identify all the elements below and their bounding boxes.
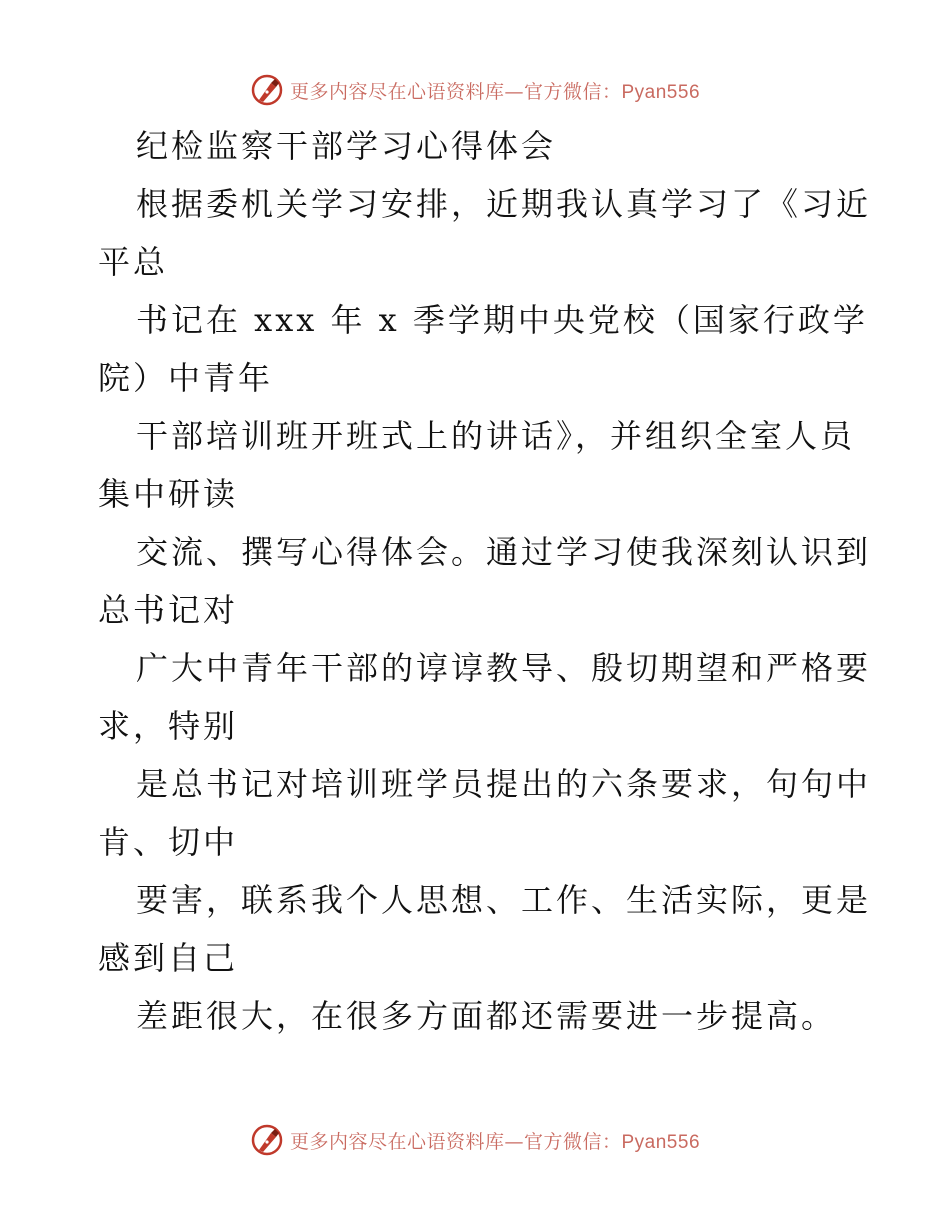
text-line: 求，特别 — [98, 707, 239, 745]
text-line: 平总 — [98, 243, 169, 281]
footer-wechat-id: Pyan556 — [621, 1131, 701, 1153]
header-banner-text: 更多内容尽在心语资料库—官方微信：Pyan556 — [289, 80, 701, 103]
pen-nib-logo-icon — [250, 73, 284, 107]
header-banner — [0, 70, 950, 110]
text-line: 交流、撰写心得体会。通过学习使我深刻认识到 — [136, 533, 872, 571]
text-line: 要害，联系我个人思想、工作、生活实际，更是 — [136, 881, 872, 919]
footer-banner — [0, 1120, 950, 1160]
document-body — [98, 117, 872, 1045]
footer-banner-text: 更多内容尽在心语资料库—官方微信：Pyan556 — [289, 1130, 701, 1153]
document-title: 纪检监察干部学习心得体会 — [136, 127, 557, 165]
text-line: 肯、切中 — [98, 823, 239, 861]
text-line: 根据委机关学习安排，近期我认真学习了《习近 — [136, 185, 872, 223]
header-wechat-id: Pyan556 — [621, 81, 701, 103]
text-line: 干部培训班开班式上的讲话》，并组织全室人员 — [136, 417, 856, 455]
text-line: 院）中青年 — [98, 359, 274, 397]
text-line: 书记在 xxx 年 x 季学期中央党校（国家行政学 — [136, 301, 868, 339]
pen-nib-logo-icon — [250, 1123, 284, 1157]
text-line: 总书记对 — [98, 591, 239, 629]
text-line: 差距很大，在很多方面都还需要进一步提高。 — [136, 997, 837, 1035]
text-line: 是总书记对培训班学员提出的六条要求，句句中 — [136, 765, 872, 803]
text-line: 广大中青年干部的谆谆教导、殷切期望和严格要 — [136, 649, 872, 687]
text-line: 集中研读 — [98, 475, 239, 513]
text-line: 感到自己 — [98, 939, 239, 977]
